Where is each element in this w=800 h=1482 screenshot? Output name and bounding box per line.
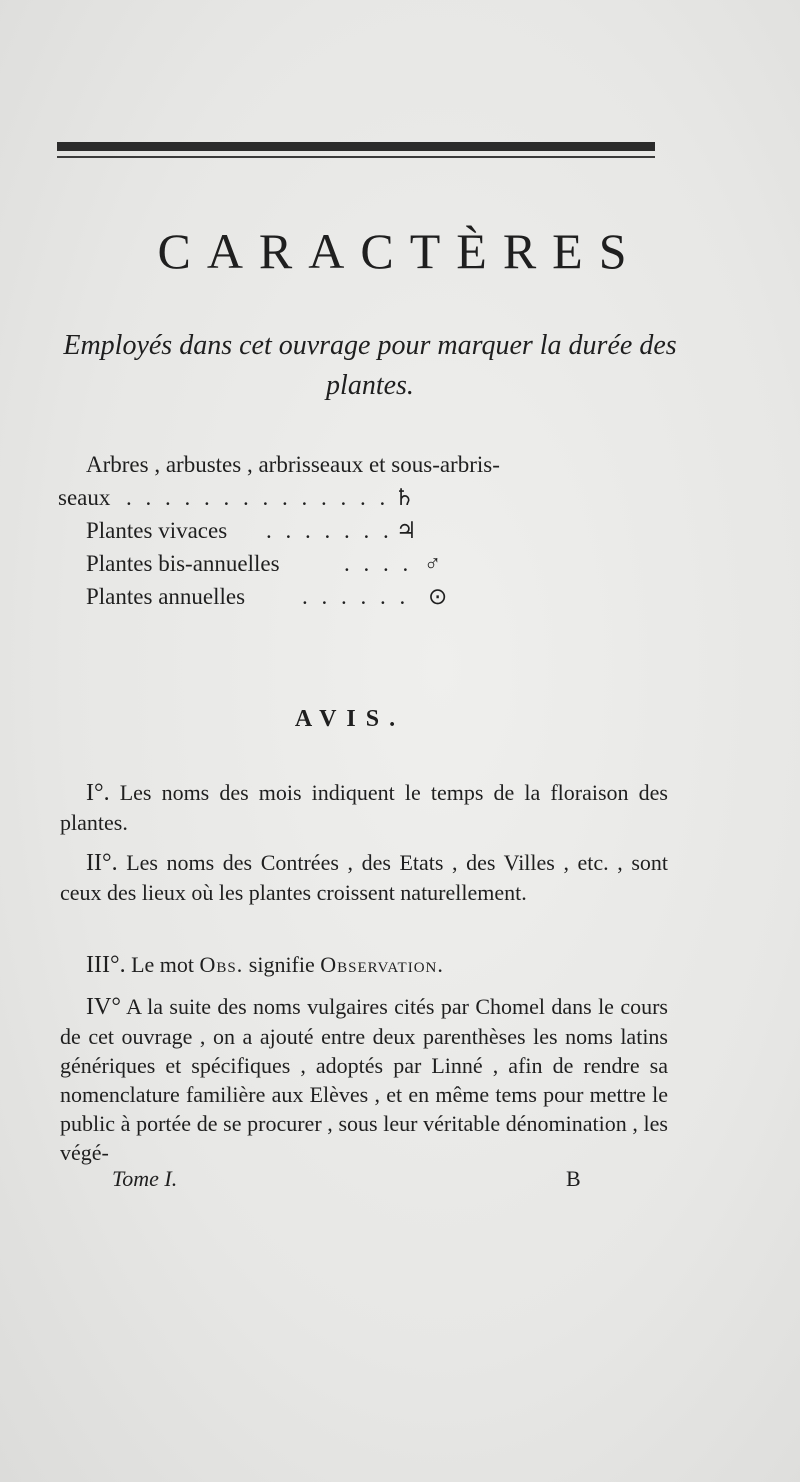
paragraph-text: A la suite des noms vulgaires cités par Chomel dans le cours de cet ouvrage , on a ajouté entre deux parenthèses les noms latins génériques et spécifiques , adoptés par Linné , afin de rendre sa nomenclature familière aux Elèves , et en même tems pour mettre le public à portée de se procurer , sous leur véritable dénomination , les végé- [60, 994, 668, 1165]
abbreviation-obs: Obs. [199, 952, 244, 977]
symbol-row-vivaces [58, 514, 678, 547]
page-title: CARACTÈRES [157, 223, 643, 279]
saturn-symbol: ♄ [394, 485, 415, 510]
symbol-label: Plantes annuelles [86, 584, 246, 609]
symbol-row-annuelles [58, 580, 678, 613]
paragraph-number: II°. [86, 850, 118, 876]
avis-heading: AVIS. [294, 706, 406, 732]
term-observation: Observation. [320, 952, 444, 977]
paragraph-text: Le mot [131, 952, 195, 977]
thin-rule [57, 156, 655, 158]
paragraph-number: III°. [86, 952, 126, 978]
avis-paragraph-3 [60, 950, 668, 980]
paragraph-text: Les noms des Contrées , des Etats , des Villes , etc. , sont ceux des lieux où les plantes croissent naturellement. [60, 850, 669, 905]
ornamental-rule [57, 142, 655, 151]
symbol-row-bisannuelles [58, 547, 678, 580]
paragraph-number: IV° [86, 994, 121, 1020]
dot-leader: . . . . . . . [266, 518, 393, 543]
symbol-label: Arbres , arbustes , arbrisseaux et sous-arbris- [86, 452, 500, 477]
mars-symbol: ♂ [424, 551, 442, 576]
page-subtitle: Employés dans cet ouvrage pour marquer la durée des plantes. [63, 330, 677, 401]
dot-leader: . . . . . . [302, 584, 410, 609]
avis-paragraph-2 [60, 848, 668, 907]
sun-symbol: ⊙ [428, 584, 448, 609]
symbol-label: Plantes vivaces [86, 518, 228, 543]
symbol-label: Plantes bis-annuelles [86, 551, 280, 576]
symbol-row-trees [58, 448, 678, 481]
paragraph-text: signifie [248, 952, 315, 977]
avis-paragraph-1 [60, 778, 668, 837]
symbol-row-trees-cont [58, 481, 678, 514]
paragraph-text: Les noms des mois indiquent le temps de la floraison des plantes. [60, 780, 668, 835]
avis-paragraph-4 [60, 992, 668, 1167]
dot-leader: . . . . . . . . . . . . . . [126, 485, 390, 510]
dot-leader: . . . . [344, 551, 413, 576]
symbol-label-continuation: seaux [58, 485, 111, 510]
signature-mark: B [566, 1166, 581, 1191]
volume-label: Tome I. [112, 1166, 178, 1191]
symbol-list [58, 448, 678, 613]
paragraph-number: I°. [86, 780, 110, 806]
jupiter-symbol: ♃ [396, 518, 417, 543]
